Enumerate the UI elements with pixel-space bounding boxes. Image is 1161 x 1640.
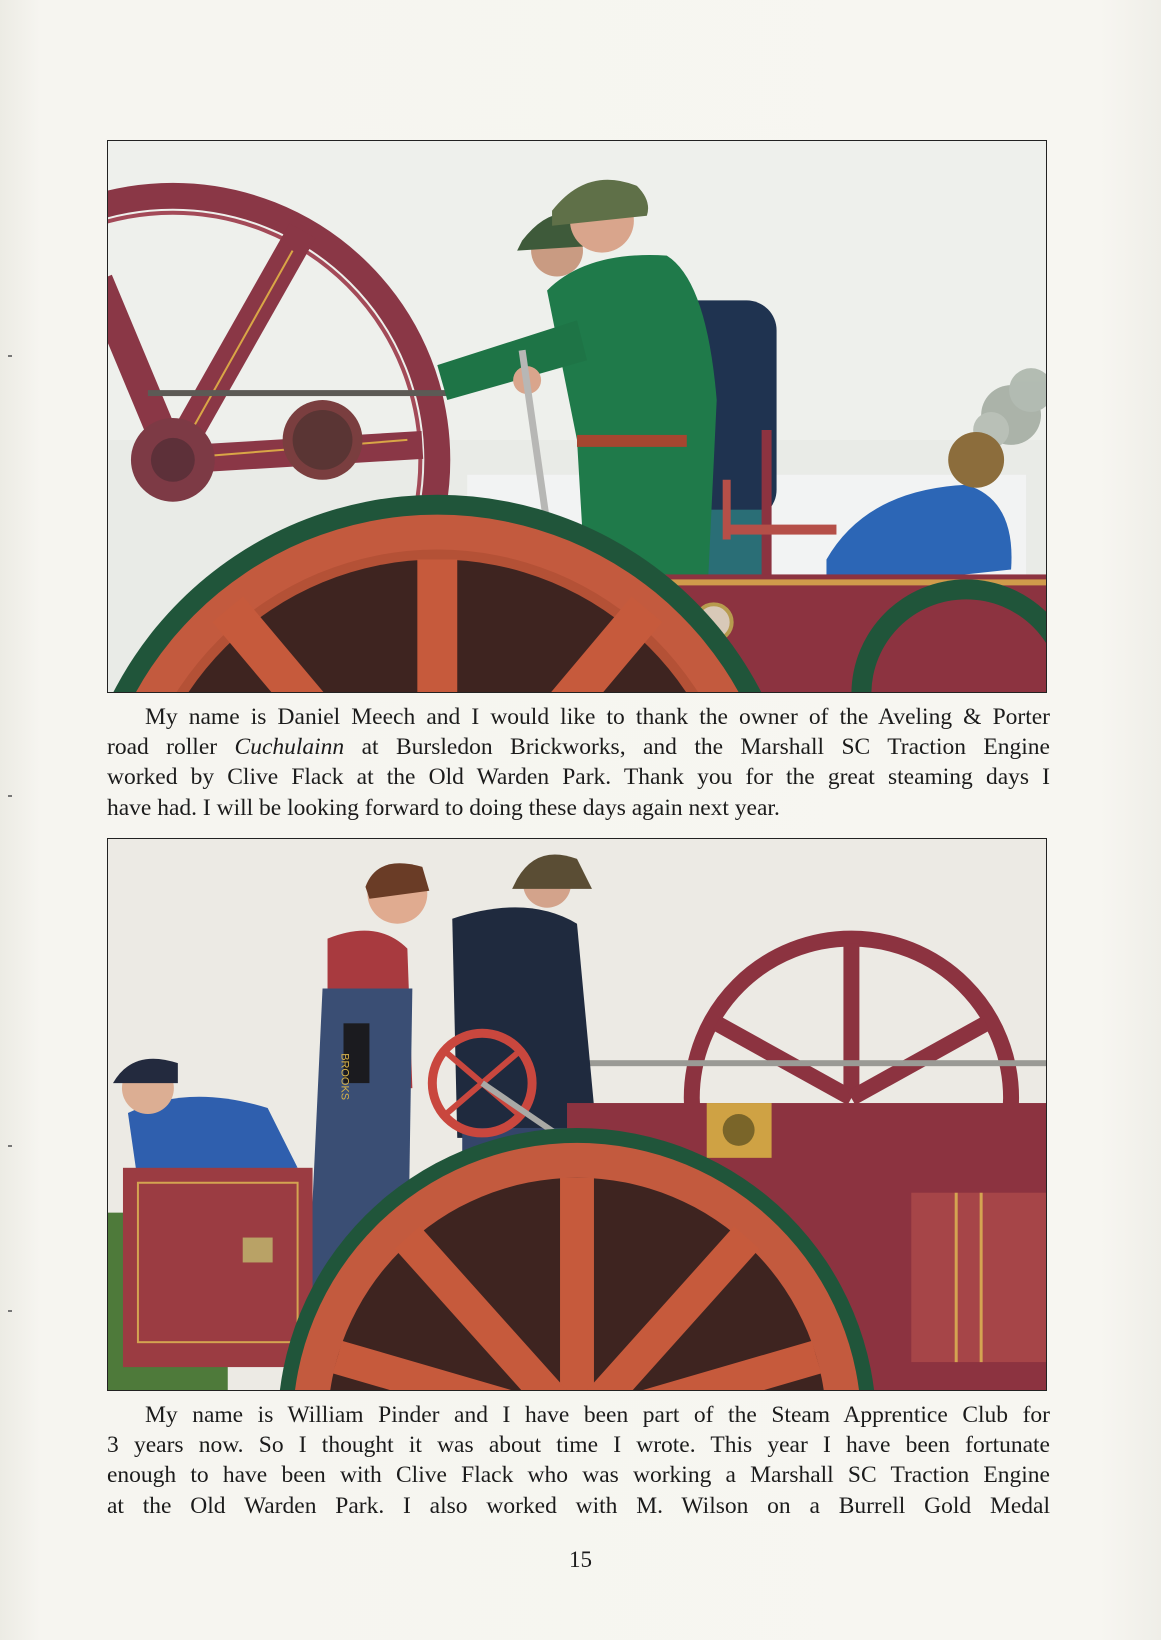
sleeve-brand-text: BROOKS bbox=[338, 1053, 351, 1101]
caption-line bbox=[107, 732, 1050, 762]
caption-daniel-meech bbox=[107, 702, 1050, 823]
caption-line: have had. I will be looking forward to doing these days again next year. bbox=[107, 794, 780, 821]
page-number: 15 bbox=[569, 1547, 592, 1572]
caption-line: at the Old Warden Park. I also worked with M. Wilson on a Burrell Gold Medal bbox=[107, 1492, 1050, 1519]
photo-top-illustration bbox=[108, 141, 1046, 692]
caption-text: at Bursledon Brickworks, and the Marshall SC Traction Engine bbox=[344, 734, 1050, 761]
caption-line: My name is William Pinder and I have been part of the Steam Apprentice Club for bbox=[145, 1402, 1050, 1428]
engine-name-italic: Cuchulainn bbox=[234, 734, 345, 761]
caption-william-pinder bbox=[107, 1400, 1050, 1521]
scan-margin-mark bbox=[8, 1145, 12, 1147]
caption-line: 3 years now. So I thought it was about time I wrote. This year I have been fortunate bbox=[107, 1432, 1050, 1459]
photo-top bbox=[107, 140, 1047, 693]
caption-line: My name is Daniel Meech and I would like to thank the owner of the Aveling & Porter bbox=[145, 704, 1050, 730]
scan-margin-mark bbox=[8, 355, 12, 357]
scan-margin-mark bbox=[8, 795, 12, 797]
scan-margin-mark bbox=[8, 1310, 12, 1312]
photo-bottom-illustration bbox=[108, 839, 1046, 1390]
caption-text: road roller bbox=[107, 734, 235, 761]
photo-bottom bbox=[107, 838, 1047, 1391]
caption-line: worked by Clive Flack at the Old Warden Park. Thank you for the great steaming days I bbox=[107, 764, 1050, 791]
caption-line: enough to have been with Clive Flack who was working a Marshall SC Traction Engine bbox=[107, 1462, 1050, 1489]
